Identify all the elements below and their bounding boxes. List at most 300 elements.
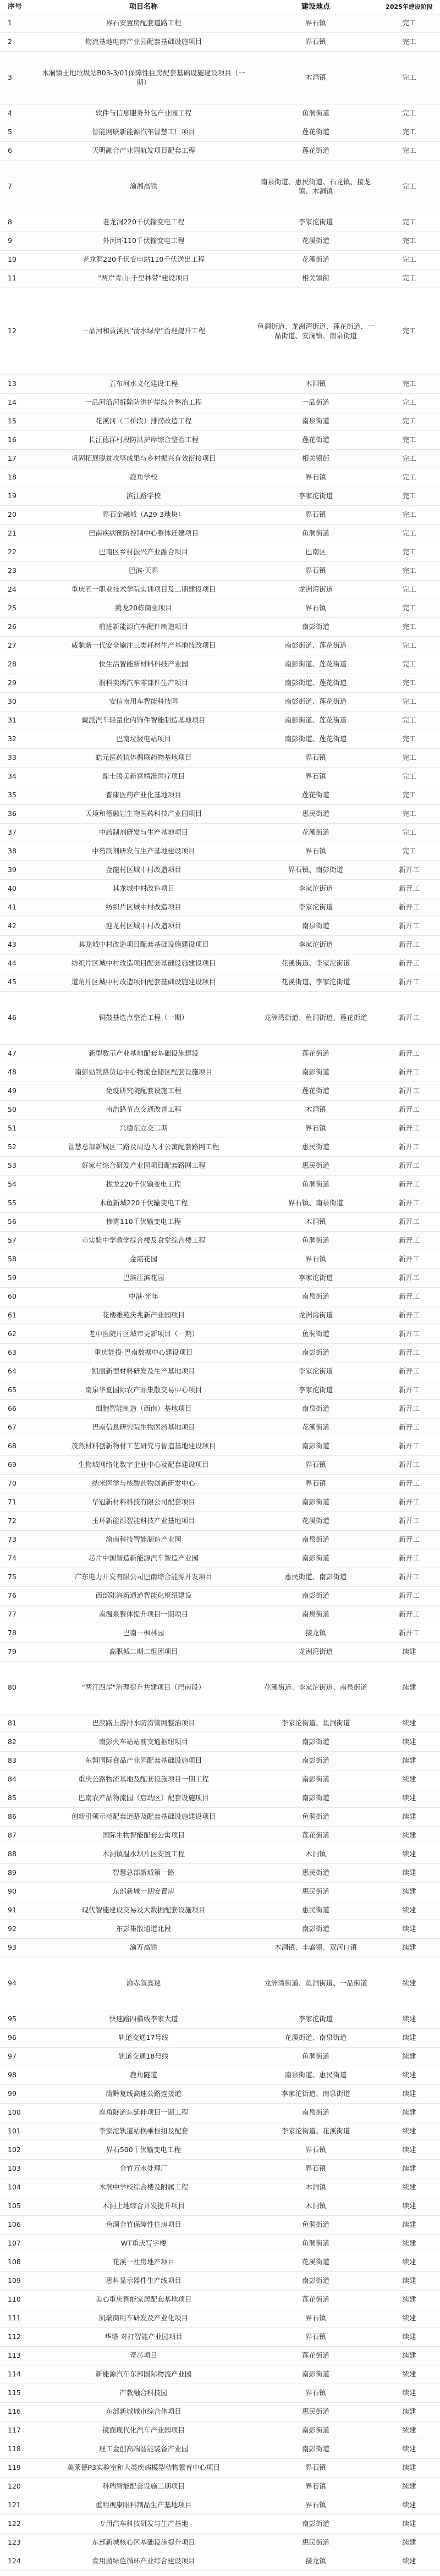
- cell-location: 相关镇街: [301, 274, 329, 283]
- cell-location: 南泉街道: [301, 1610, 329, 1619]
- table-row: [0, 581, 440, 599]
- cell-project-name: 高职城二期二组团项目: [109, 1647, 178, 1656]
- cell-project-name: 渝湘高铁: [129, 182, 157, 191]
- cell-phase: 新开工: [399, 1311, 420, 1320]
- table-row: [0, 1808, 440, 1827]
- cell-location: 南彭街道、莲花街道: [284, 735, 347, 743]
- cell-index: 84: [8, 1775, 16, 1784]
- cell-project-name: 巴滨·天界: [129, 566, 158, 575]
- table-row: [0, 1901, 440, 1920]
- cell-phase: 续建: [402, 2164, 416, 2173]
- cell-project-name: 中药制剂研发与生产基地建设项目: [92, 847, 195, 856]
- cell-project-name: 鹿角学校: [129, 473, 157, 482]
- table-row: [0, 2048, 440, 2066]
- cell-phase: 新开工: [399, 1330, 420, 1338]
- cell-index: 59: [8, 1273, 16, 1282]
- table-row: [0, 749, 440, 768]
- cell-phase: 新开工: [399, 1367, 420, 1376]
- cell-location: 界石镇: [305, 2482, 326, 2491]
- cell-project-name: 鹿角隧道: [129, 2071, 157, 2079]
- cell-project-name: 金龍村区城中村改造项目: [106, 865, 182, 874]
- cell-index: 33: [8, 753, 16, 762]
- cell-project-name: 重庆五一职业技术学院实训项目及二期建设项目: [71, 585, 216, 594]
- table-row: [0, 2085, 440, 2104]
- cell-index: 92: [8, 1924, 16, 1933]
- cell-project-name: 纺织片区城中村改造项目配套基础设施建设项目: [71, 959, 216, 968]
- cell-phase: 完工: [402, 398, 416, 407]
- cell-location: 南彭街道: [301, 1498, 329, 1507]
- table-row: [0, 1606, 440, 1624]
- cell-project-name: 智慧总部新城第一路: [112, 1868, 175, 1877]
- cell-project-name: 好家村综合研发产业园项目配套路网工程: [81, 1161, 206, 1170]
- cell-index: 58: [8, 1255, 16, 1264]
- cell-index: 107: [8, 2239, 21, 2248]
- cell-project-name: 道角片区城中村改造项目配套基础设施建设项目: [71, 978, 216, 986]
- table-row: [0, 1845, 440, 1864]
- cell-phase: 续建: [402, 2258, 416, 2266]
- cell-location: 界石镇: [305, 2314, 326, 2323]
- cell-location: 南彭街道: [301, 1068, 329, 1077]
- cell-index: 23: [8, 566, 16, 575]
- cell-index: 28: [8, 660, 16, 669]
- cell-project-name: WT重庆写字楼: [120, 2239, 167, 2248]
- cell-project-name: 南泉华夏国际农产品集散交易中心项目: [85, 1386, 202, 1394]
- table-row: [0, 618, 440, 637]
- table-row: [0, 1063, 440, 1082]
- cell-phase: 新开工: [399, 1013, 420, 1022]
- table-row: [0, 2141, 440, 2160]
- cell-index: 45: [8, 978, 16, 986]
- table-row: [0, 1176, 440, 1194]
- table-row: [0, 1733, 440, 1752]
- cell-location: 花溪街道、李家沱街道: [281, 978, 350, 986]
- cell-index: 118: [8, 2445, 21, 2453]
- header-index: 序号: [8, 2, 23, 11]
- cell-index: 111: [8, 2314, 21, 2323]
- cell-location: 李家沱街道: [298, 1273, 333, 1282]
- cell-phase: 续建: [402, 2276, 416, 2285]
- cell-index: 35: [8, 791, 16, 799]
- cell-phase: 续建: [402, 2202, 416, 2210]
- cell-phase: 新开工: [399, 1479, 420, 1488]
- table-row: [0, 394, 440, 412]
- cell-location: 花溪街道、李家沱街道、南泉街道: [264, 1683, 367, 1692]
- cell-location: 花溪街道: [301, 255, 329, 264]
- table-row: [0, 898, 440, 917]
- cell-phase: 续建: [402, 1979, 416, 1988]
- cell-project-name: 迎龙村区城中村改造项目: [106, 922, 182, 930]
- cell-phase: 续建: [402, 2482, 416, 2491]
- cell-project-name: 前进新能源汽车配件制造项目: [98, 622, 189, 631]
- cell-location: 一品街道: [301, 398, 329, 407]
- cell-index: 31: [8, 716, 16, 725]
- cell-location: 界石镇: [305, 2389, 326, 2397]
- cell-location: 惠民街道: [301, 1161, 329, 1170]
- table-row: [0, 251, 440, 269]
- cell-project-name: 金霞花园: [129, 1255, 157, 1264]
- cell-index: 56: [8, 1217, 16, 1226]
- cell-project-name: 中港·光年: [129, 1292, 158, 1301]
- table-row: [0, 543, 440, 562]
- cell-phase: 续建: [402, 1943, 416, 1952]
- cell-location: 莲花街道: [301, 2351, 329, 2360]
- cell-index: 16: [8, 435, 16, 444]
- cell-phase: 新开工: [399, 1554, 420, 1563]
- cell-project-name: 新型数示产业基地配套基础设施建设: [88, 1049, 199, 1058]
- cell-phase: 续建: [402, 2108, 416, 2117]
- table-row: [0, 2197, 440, 2216]
- cell-location: 李家沱街道: [298, 884, 333, 893]
- cell-phase: 续建: [402, 1831, 416, 1840]
- cell-project-name: 铜鼓基选点整治工程（一期）: [98, 1013, 189, 1022]
- cell-index: 13: [8, 379, 16, 388]
- cell-phase: 完工: [402, 146, 416, 155]
- cell-phase: 完工: [402, 622, 416, 631]
- cell-project-name: 天境和德融岩生物医药科技产业园项目: [85, 809, 202, 818]
- cell-index: 1: [8, 19, 12, 27]
- cell-project-name: 科瑞智能配套设施二期项目: [102, 2482, 185, 2491]
- cell-project-name: 长江德洋村段防洪护岸综合整治工程: [88, 435, 199, 444]
- cell-location: 界石镇: [305, 19, 326, 27]
- cell-location: 莲花街道: [301, 791, 329, 799]
- cell-index: 116: [8, 2407, 21, 2416]
- cell-index: 101: [8, 2127, 21, 2136]
- table-row: [0, 2104, 440, 2122]
- cell-project-name: 外河坪110千伏输变电工程: [102, 236, 185, 245]
- cell-phase: 续建: [402, 2145, 416, 2154]
- cell-index: 100: [8, 2108, 21, 2117]
- cell-phase: 续建: [402, 1775, 416, 1784]
- cell-location: 龙洲湾街道: [298, 585, 333, 594]
- cell-index: 20: [8, 510, 16, 519]
- cell-location: 木洞镇、丰盛镇、双河口镇: [274, 1943, 357, 1952]
- cell-phase: 续建: [402, 1794, 416, 1802]
- cell-index: 32: [8, 735, 16, 743]
- table-row: [0, 2253, 440, 2272]
- table-row: [0, 506, 440, 525]
- table-row: [0, 1045, 440, 1063]
- cell-index: 40: [8, 884, 16, 893]
- cell-location: 南彭街道: [301, 2276, 329, 2285]
- cell-project-name: 渝万高铁: [129, 1943, 157, 1952]
- cell-index: 97: [8, 2052, 16, 2061]
- table-row: [0, 1662, 440, 1714]
- cell-index: 17: [8, 454, 16, 463]
- table-row: [0, 2029, 440, 2048]
- cell-phase: 新开工: [399, 1498, 420, 1507]
- cell-location: 界石镇: [305, 510, 326, 519]
- cell-project-name: 产教融合科技园: [119, 2389, 168, 2397]
- cell-phase: 续建: [402, 2445, 416, 2453]
- cell-phase: 完工: [402, 847, 416, 856]
- table-row: [0, 637, 440, 655]
- cell-project-name: 老龙洞220千伏输变电工程: [102, 218, 185, 227]
- cell-project-name: 界石500千伏输变电工程: [106, 2145, 182, 2154]
- table-row: [0, 599, 440, 618]
- cell-phase: 新开工: [399, 1629, 420, 1637]
- cell-index: 10: [8, 255, 16, 264]
- cell-location: 界石镇: [305, 2332, 326, 2341]
- cell-index: 70: [8, 1479, 16, 1488]
- cell-index: 36: [8, 809, 16, 818]
- cell-project-name: 木洞镇土地垃圾站B03-3/01保障性住房配套基础设施建设项目（一期）: [42, 68, 245, 86]
- table-row: [0, 2010, 440, 2029]
- cell-location: 鱼洞街道: [301, 1330, 329, 1338]
- table-row: [0, 1752, 440, 1770]
- cell-location: 南彭街道: [301, 1737, 329, 1746]
- cell-phase: 续建: [402, 2127, 416, 2136]
- table-row: [0, 2459, 440, 2478]
- cell-location: 龙洲湾街道、鱼洞街道、一品街道: [264, 1979, 367, 1988]
- cell-index: 91: [8, 1906, 16, 1915]
- cell-location: 李家沱街道: [298, 218, 333, 227]
- table-row: [0, 2216, 440, 2235]
- cell-phase: 新开工: [399, 978, 420, 986]
- cell-location: 莲花街道: [301, 1831, 329, 1840]
- table-row: [0, 936, 440, 955]
- cell-project-name: 一品河沿河拆除防洪护岸综合整治工程: [85, 398, 202, 407]
- table-row: [0, 2552, 440, 2571]
- table-row: [0, 1475, 440, 1493]
- cell-project-name: 理工金创高端智能装备产业园: [98, 2445, 189, 2453]
- cell-project-name: 巴南垃圾电站项目: [116, 735, 171, 743]
- cell-project-name: 其龙城中村改造项目配套基础设施建设项目: [78, 940, 209, 949]
- table-row: [0, 1493, 440, 1512]
- table-row: [0, 1512, 440, 1531]
- cell-phase: 完工: [402, 128, 416, 136]
- cell-index: 98: [8, 2071, 16, 2079]
- cell-phase: 完工: [402, 735, 416, 743]
- cell-phase: 完工: [402, 510, 416, 519]
- cell-location: 南彭街道、莲花街道: [284, 697, 347, 706]
- table-row: [0, 1381, 440, 1400]
- table-row: [0, 805, 440, 824]
- cell-phase: 新开工: [399, 1573, 420, 1581]
- table-row: [0, 1363, 440, 1381]
- table-row: [0, 2496, 440, 2515]
- cell-project-name: 花溪河（二桥段）排涝改造工程: [95, 417, 192, 426]
- cell-location: 李家沱街道: [298, 492, 333, 500]
- cell-project-name: 快速路四横线李家大道: [109, 2015, 178, 2023]
- table-row: [0, 2403, 440, 2421]
- cell-index: 38: [8, 847, 16, 856]
- cell-location: 花溪街道: [301, 1423, 329, 1432]
- table-row: [0, 431, 440, 450]
- cell-index: 80: [8, 1683, 16, 1692]
- cell-location: 鱼洞街道: [301, 1180, 329, 1189]
- table-row: [0, 2384, 440, 2403]
- cell-index: 34: [8, 772, 16, 781]
- cell-phase: 续建: [402, 2557, 416, 2566]
- cell-index: 114: [8, 2370, 21, 2379]
- table-row: [0, 2515, 440, 2534]
- cell-index: 26: [8, 622, 16, 631]
- cell-project-name: 惠科显示器件生产线项目: [106, 2276, 182, 2285]
- table-row: [0, 2291, 440, 2309]
- cell-index: 62: [8, 1330, 16, 1338]
- cell-phase: 续建: [402, 2295, 416, 2304]
- cell-phase: 新开工: [399, 1423, 420, 1432]
- cell-project-name: 安信南用车智能科技园: [109, 697, 178, 706]
- cell-phase: 完工: [402, 641, 416, 650]
- cell-project-name: 花楼雅苑庆兆新产业园项目: [102, 1311, 185, 1320]
- cell-project-name: 巴滨江滨花园: [123, 1273, 164, 1282]
- cell-location: 木洞镇: [305, 2202, 326, 2210]
- cell-index: 57: [8, 1236, 16, 1245]
- cell-project-name: 木洞镇温水坝片区安置工程: [102, 1850, 185, 1858]
- cell-project-name: 李家沱轨道站换乘枢纽及配套: [98, 2127, 189, 2136]
- cell-location: 界石镇: [305, 37, 326, 46]
- cell-phase: 完工: [402, 585, 416, 594]
- cell-index: 8: [8, 218, 12, 227]
- cell-location: 莲花街道: [301, 1086, 329, 1095]
- header-phase: 2025年建设阶段: [386, 3, 433, 10]
- cell-phase: 完工: [402, 548, 416, 556]
- cell-location: 李家沱街道: [298, 2015, 333, 2023]
- table-row: [0, 842, 440, 861]
- cell-project-name: 巴南一枫林园: [123, 1629, 164, 1637]
- cell-location: 花溪街道: [301, 1516, 329, 1525]
- cell-project-name: 五布河水文化建设工程: [109, 379, 178, 388]
- cell-location: 南彭街道: [301, 622, 329, 631]
- cell-location: 南彭街道: [301, 1554, 329, 1563]
- table-row: [0, 562, 440, 581]
- table-row: [0, 161, 440, 213]
- cell-phase: 完工: [402, 828, 416, 837]
- table-row: [0, 52, 440, 104]
- table-row: [0, 2235, 440, 2253]
- cell-project-name: 美莱德P3实验室和人类疾病模型动物繁育中心项目: [67, 2463, 220, 2472]
- cell-project-name: 鹿角隧道东延伸项目一期工程: [98, 2108, 189, 2117]
- cell-project-name: 渝赤叙高速: [126, 1979, 161, 1988]
- cell-index: 104: [8, 2183, 21, 2192]
- cell-project-name: 凯丽新型材料研发及生产基地项目: [92, 1367, 195, 1376]
- table-row: [0, 2122, 440, 2141]
- cell-index: 39: [8, 865, 16, 874]
- cell-project-name: 凯瑞商用车研发及产业化项目: [98, 2314, 189, 2323]
- cell-location: 龙洲湾街道、鱼洞街道、莲花街道: [264, 1013, 367, 1022]
- cell-location: 木洞镇: [305, 73, 326, 82]
- table-row: [0, 2160, 440, 2178]
- cell-index: 108: [8, 2258, 21, 2266]
- table-row: [0, 955, 440, 973]
- cell-project-name: 轨道交通17号线: [118, 2033, 169, 2042]
- cell-location: 界石镇: [305, 566, 326, 575]
- cell-index: 22: [8, 548, 16, 556]
- cell-project-name: "两江四岸"治理提升共建项目（巴南段）: [82, 1683, 205, 1692]
- cell-project-name: 界石金融城（A29-3地块）: [102, 510, 185, 519]
- table-row: [0, 1456, 440, 1475]
- cell-phase: 新开工: [399, 865, 420, 874]
- cell-index: 14: [8, 398, 16, 407]
- cell-index: 12: [8, 327, 16, 335]
- cell-index: 47: [8, 1049, 16, 1058]
- cell-phase: 完工: [402, 255, 416, 264]
- cell-index: 48: [8, 1068, 16, 1077]
- cell-index: 24: [8, 585, 16, 594]
- cell-project-name: 其龙城中村改造项目: [112, 884, 175, 893]
- table-row: [0, 1194, 440, 1213]
- cell-project-name: 巴南农产品物流园（启动区）配套设施项目: [78, 1794, 209, 1802]
- cell-location: 界石镇: [305, 847, 326, 856]
- cell-location: 莲花街道: [301, 146, 329, 155]
- cell-index: 120: [8, 2482, 21, 2491]
- table-row: [0, 412, 440, 431]
- cell-location: 南彭街道: [301, 1794, 329, 1802]
- cell-phase: 续建: [402, 1737, 416, 1746]
- cell-project-name: 界石安置房配套道路工程: [106, 19, 182, 27]
- cell-index: 95: [8, 2015, 16, 2023]
- cell-location: 相关镇街: [301, 454, 329, 463]
- cell-phase: 完工: [402, 37, 416, 46]
- cell-phase: 新开工: [399, 903, 420, 912]
- table-row: [0, 1957, 440, 2010]
- cell-phase: 续建: [402, 2052, 416, 2061]
- cell-index: 3: [8, 73, 12, 82]
- cell-index: 124: [8, 2557, 21, 2566]
- cell-phase: 续建: [402, 2426, 416, 2435]
- cell-location: 鱼洞街道: [301, 2239, 329, 2248]
- cell-location: 巴南区: [305, 548, 326, 556]
- cell-location: 李家沱街道: [298, 1386, 333, 1394]
- cell-project-name: 中药制剂研发与生产基地项目: [98, 828, 189, 837]
- cell-location: 南泉街道: [301, 417, 329, 426]
- cell-location: 李家沱街道、花溪街道: [281, 2127, 350, 2136]
- cell-index: 83: [8, 1756, 16, 1765]
- table-row: [0, 2272, 440, 2291]
- table-row: [0, 2347, 440, 2365]
- cell-project-name: 惨雾110千伏输变电工程: [106, 1217, 182, 1226]
- cell-phase: 新开工: [399, 1049, 420, 1058]
- cell-index: 113: [8, 2351, 21, 2360]
- cell-project-name: 巴南区乡村振兴产业融合项目: [98, 548, 189, 556]
- cell-phase: 完工: [402, 454, 416, 463]
- cell-index: 99: [8, 2089, 16, 2098]
- cell-location: 惠民街道: [301, 2538, 329, 2547]
- cell-phase: 续建: [402, 2407, 416, 2416]
- table-row: [0, 1827, 440, 1845]
- cell-phase: 完工: [402, 73, 416, 82]
- cell-phase: 完工: [402, 492, 416, 500]
- cell-index: 96: [8, 2033, 16, 2042]
- cell-index: 61: [8, 1311, 16, 1320]
- cell-index: 44: [8, 959, 16, 968]
- cell-index: 30: [8, 697, 16, 706]
- cell-phase: 完工: [402, 109, 416, 118]
- table-row: [0, 525, 440, 543]
- cell-phase: 完工: [402, 19, 416, 27]
- cell-location: 鱼洞街道: [301, 109, 329, 118]
- cell-project-name: 生物城网络化数字企业中心及配套建设项目: [78, 1460, 209, 1469]
- cell-location: 花溪街道、南泉街道: [284, 2033, 347, 2042]
- cell-project-name: 镜面现代化汽车产业园项目: [102, 2426, 185, 2435]
- cell-location: 界石镇: [305, 2145, 326, 2154]
- table-row: [0, 1531, 440, 1549]
- cell-location: 南彭街道: [301, 1348, 329, 1357]
- cell-project-name: 国际生物智能配套公寓项目: [102, 1831, 185, 1840]
- table-row: [0, 375, 440, 394]
- cell-project-name: 细胞智能制造（西南）基地项目: [95, 1404, 192, 1413]
- cell-index: 122: [8, 2519, 21, 2528]
- cell-location: 南彭街道: [301, 1442, 329, 1450]
- cell-project-name: 轨道交通18号线: [118, 2052, 169, 2061]
- cell-project-name: 物流基地电商产业园配套基础设施项目: [85, 37, 202, 46]
- table-row: [0, 1344, 440, 1363]
- cell-index: 65: [8, 1386, 16, 1394]
- cell-index: 66: [8, 1404, 16, 1413]
- cell-phase: 完工: [402, 182, 416, 191]
- cell-index: 41: [8, 903, 16, 912]
